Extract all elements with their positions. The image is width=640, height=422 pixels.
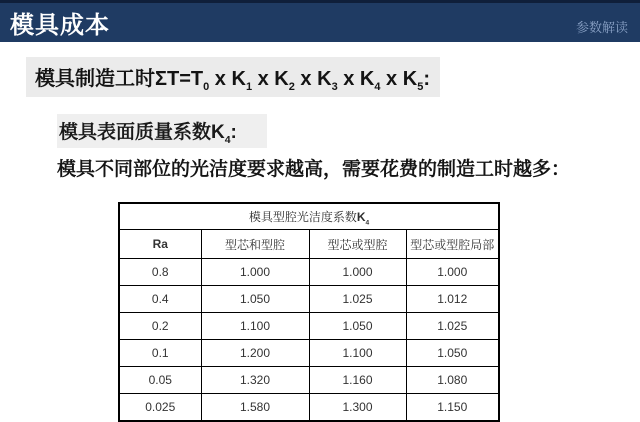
text-part: x K (209, 68, 246, 90)
table-cell: 1.200 (201, 340, 309, 367)
column-header: 型芯或型腔局部 (406, 230, 499, 259)
table-cell: 0.025 (119, 394, 201, 422)
table-cell: 1.100 (201, 313, 309, 340)
table-cell: 1.160 (309, 367, 406, 394)
text-part: 5 (417, 81, 424, 93)
table-row (119, 259, 499, 286)
table-cell: 1.000 (309, 259, 406, 286)
subheading-row (57, 114, 640, 148)
table-cell: 1.300 (309, 394, 406, 422)
text-part: 1 (245, 81, 253, 93)
text-part: : (230, 122, 237, 143)
text-part: 4 (374, 81, 381, 93)
column-header: 型芯或型腔 (309, 230, 406, 259)
column-header: 型芯和型腔 (201, 230, 309, 259)
text-part: x K (294, 68, 332, 90)
table-cell: 1.580 (201, 394, 309, 422)
text-part: : (423, 68, 430, 90)
description-text: 模具不同部位的光洁度要求越高，需要花费的制造工时越多： (57, 159, 571, 180)
header-bar (0, 0, 640, 42)
table-cell: 1.050 (406, 340, 499, 367)
text-part: x K (380, 68, 418, 90)
text-part: 模具型腔光洁度系数 (248, 210, 357, 224)
table-cell: 1.100 (309, 340, 406, 367)
table-cell: 0.1 (119, 340, 201, 367)
table-cell: 1.050 (201, 286, 309, 313)
formula-text (35, 68, 430, 93)
table-cell: 1.012 (406, 286, 499, 313)
table-cell: 1.000 (406, 259, 499, 286)
column-header: Ra (119, 230, 201, 259)
table-cell: 0.4 (119, 286, 201, 313)
text-part: x K (337, 68, 375, 90)
table-cell: 1.050 (309, 313, 406, 340)
table-row (119, 286, 499, 313)
table-header-row (119, 230, 499, 259)
table-cell: 1.150 (406, 394, 499, 422)
subheading-text (57, 114, 267, 148)
table-row (119, 394, 499, 422)
table-cell: 1.000 (201, 259, 309, 286)
text-part: 2 (288, 81, 295, 93)
table-title-row (119, 203, 499, 230)
formula-box (26, 57, 440, 97)
text-part: x K (252, 68, 289, 90)
table-cell: 1.025 (309, 286, 406, 313)
table-cell: 1.320 (201, 367, 309, 394)
text-part: 模具制造工时ΣT=T (35, 68, 204, 90)
table-row (119, 340, 499, 367)
table-cell: 0.2 (119, 313, 201, 340)
table-cell: 1.025 (406, 313, 499, 340)
text-part: 4 (224, 134, 231, 146)
text-part: 4 (365, 219, 370, 227)
text-part: 0 (203, 81, 210, 93)
coefficient-table (118, 202, 500, 422)
table-cell: 0.8 (119, 259, 201, 286)
text-part: 模具表面质量系数K (59, 122, 225, 143)
table-cell: 1.080 (406, 367, 499, 394)
text-part: 3 (331, 81, 338, 93)
table-row (119, 367, 499, 394)
table-row (119, 313, 499, 340)
table-cell: 0.05 (119, 367, 201, 394)
text-part: K (356, 210, 366, 224)
table-title (119, 203, 499, 230)
section-label: 参数解读 (575, 20, 628, 35)
page-title: 模具成本 (10, 12, 110, 39)
